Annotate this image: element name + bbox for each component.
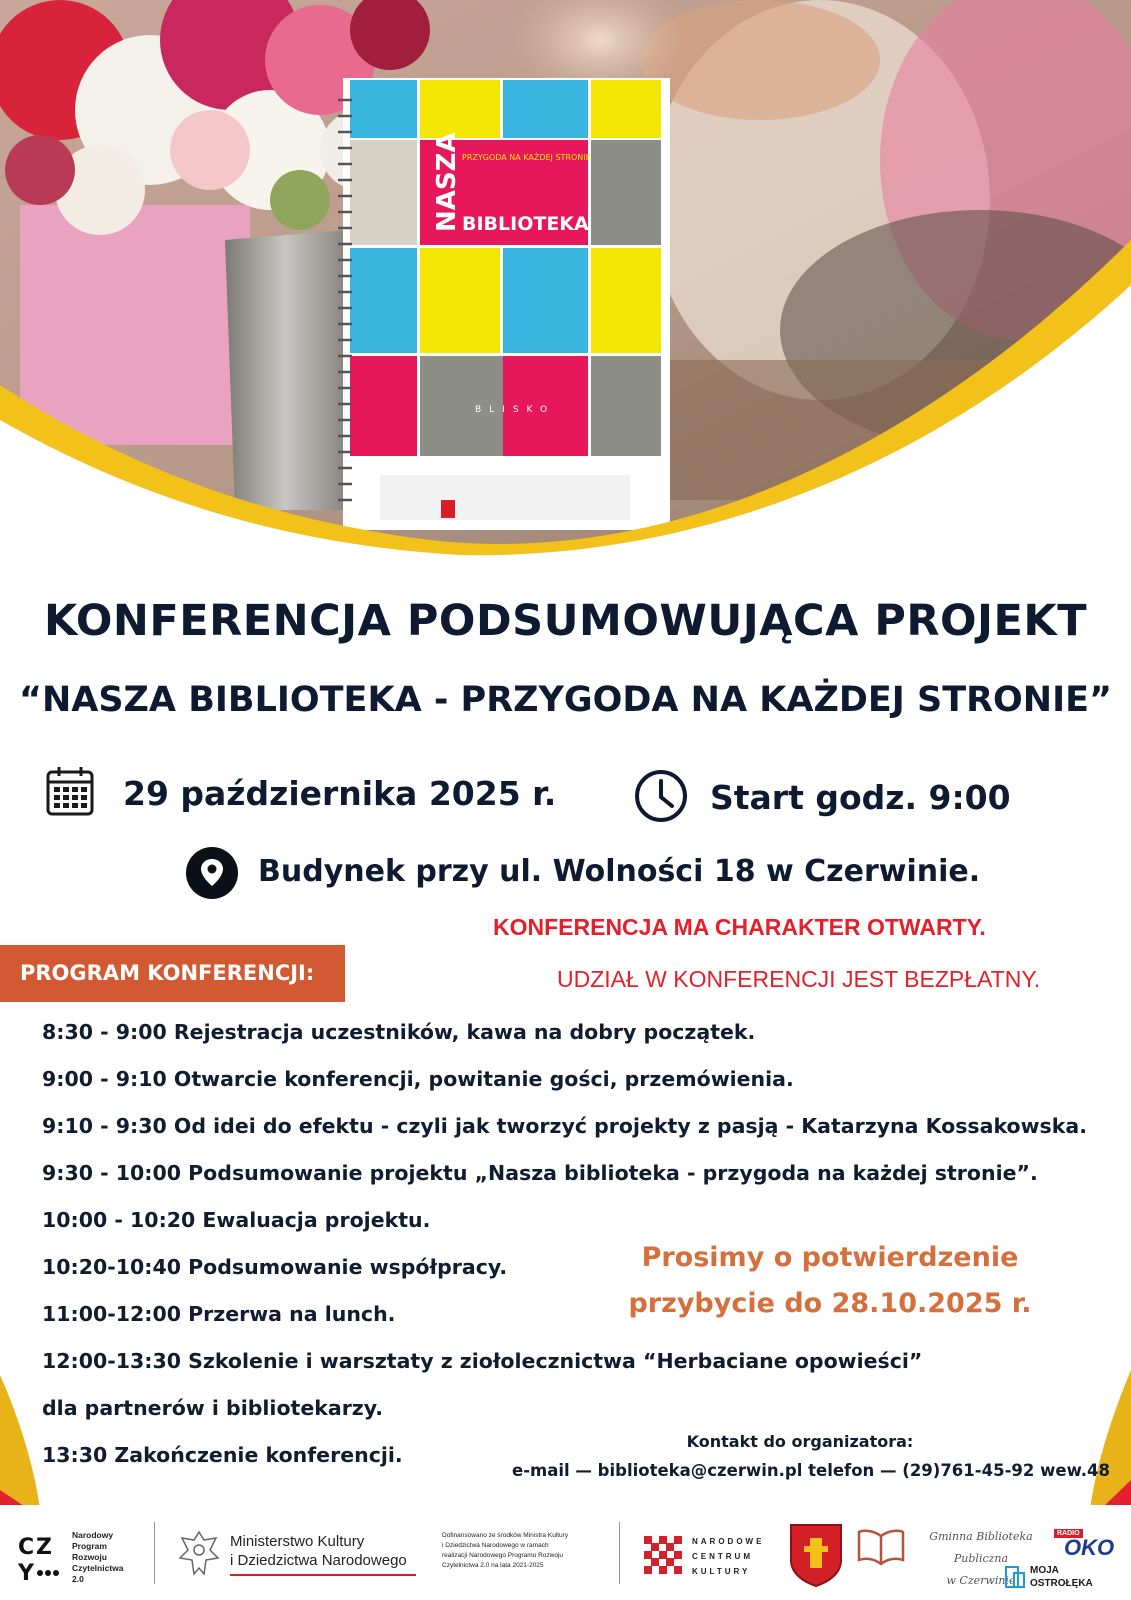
notebook-blisko: BLISKO [475,405,556,415]
nprc-line: Program [72,1541,107,1551]
nck-line: CENTRUM [692,1552,753,1561]
oko-label: OKO [1064,1535,1115,1560]
free-participation-notice: UDZIAŁ W KONFERENCJI JEST BEZPŁATNY. [557,966,1041,992]
nck-line: NARODOWE [692,1537,765,1546]
confirmation-line-1: Prosimy o potwierdzenie [641,1242,1019,1273]
radio-label: RADIO [1054,1529,1083,1538]
ministry-line: Ministerstwo Kultury [230,1533,365,1550]
event-date: 29 października 2025 r. [123,774,557,813]
program-item: 8:30 - 9:00 Rejestracja uczestników, kawa na dobry początek. [42,1020,756,1044]
event-time: Start godz. 9:00 [710,778,1011,817]
location-pin-icon [185,846,239,900]
library-line: Gminna Biblioteka Publiczna [929,1530,1033,1565]
notebook-title-main: NASZA [432,132,462,232]
nck-logo-icon [642,1534,684,1576]
radio-oko-logo [1054,1520,1114,1561]
program-item: 13:30 Zakończenie konferencji. [42,1443,403,1467]
library-line: w Czerwinie [946,1574,1016,1587]
open-book-icon [857,1528,905,1566]
contact-heading: Kontakt do organizatora: [686,1432,914,1451]
eagle-emblem-icon [176,1528,222,1582]
program-item: 10:20-10:40 Podsumowanie współpracy. [42,1255,508,1279]
funding-line: realizacji Narodowego Programu Rozwoju [442,1552,564,1559]
open-conference-notice: KONFERENCJA MA CHARAKTER OTWARTY. [493,914,986,940]
nprc-text [72,1530,124,1585]
nprc-line: 2.0 [72,1574,84,1584]
hero-image [0,0,1131,560]
notebook-title-big: BIBLIOTEKA [462,213,589,235]
ostroleka-text [1030,1564,1093,1590]
nprc-line: Rozwoju [72,1552,107,1562]
divider [619,1522,620,1584]
event-location: Budynek przy ul. Wolności 18 w Czerwinie. [258,854,981,889]
main-title: KONFERENCJA PODSUMOWUJĄCA PROJEKT [43,596,1088,646]
svg-text:Z: Z [36,1535,52,1560]
funding-line: i Dziedzictwa Narodowego w ramach [442,1542,549,1549]
svg-text:Y: Y [18,1561,34,1585]
program-item: 9:10 - 9:30 Od idei do efektu - czyli jak tworzyć projekty z pasją - Katarzyna Kossakowska. [42,1114,1087,1138]
hero-illustration [0,0,1131,560]
nprc-logo [18,1530,62,1585]
funding-note [442,1531,568,1571]
ostroleka-line: OSTROŁĘKA [1030,1578,1093,1589]
clock-icon [633,768,689,824]
funding-line: Dofinansowano ze środków Ministra Kultury [442,1532,569,1539]
nck-text [692,1534,764,1579]
svg-text:C: C [18,1535,35,1560]
nprc-mark-icon [18,1530,62,1585]
confirmation-request [600,1235,1060,1327]
notebook-subtitle: PRZYGODA NA KAŻDEJ STRONIE [462,153,591,162]
calendar-icon [45,764,95,818]
program-label: PROGRAM KONFERENCJI: [0,945,345,1002]
czerwin-coat-of-arms-icon [788,1522,844,1588]
program-item: 11:00-12:00 Przerwa na lunch. [42,1302,396,1326]
contact-details: e-mail — biblioteka@czerwin.pl telefon — (29)761-45-92 wew.48 [512,1461,1110,1480]
notebook [338,78,670,530]
ministry-line: i Dziedzictwa Narodowego [230,1552,407,1569]
building-icon [1004,1563,1026,1589]
program-item: 10:00 - 10:20 Ewaluacja projektu. [42,1208,431,1232]
ministry-text [230,1532,416,1576]
program-item: dla partnerów i bibliotekarzy. [42,1396,384,1420]
ostroleka-line: MOJA [1030,1565,1059,1576]
nprc-line: Narodowy [72,1530,114,1540]
program-item: 9:30 - 10:00 Podsumowanie projektu „Nasza biblioteka - przygoda na każdej stronie”. [42,1161,1038,1185]
funding-line: Czytelnictwa 2.0 na lata 2021-2025 [442,1562,544,1569]
nck-line: KULTURY [692,1567,751,1576]
program-item: 12:00-13:30 Szkolenie i warsztaty z ziołolecznictwa “Herbaciane opowieści” [42,1349,923,1373]
nprc-line: Czytelnictwa [72,1563,124,1573]
project-title: “NASZA BIBLIOTEKA - PRZYGODA NA KAŻDEJ STRONIE” [18,680,1113,720]
divider [154,1522,155,1584]
ministry-underline [230,1574,416,1576]
program-item: 9:00 - 9:10 Otwarcie konferencji, powitanie gości, przemówienia. [42,1067,794,1091]
confirmation-line-2: przybycie do 28.10.2025 r. [628,1288,1032,1319]
